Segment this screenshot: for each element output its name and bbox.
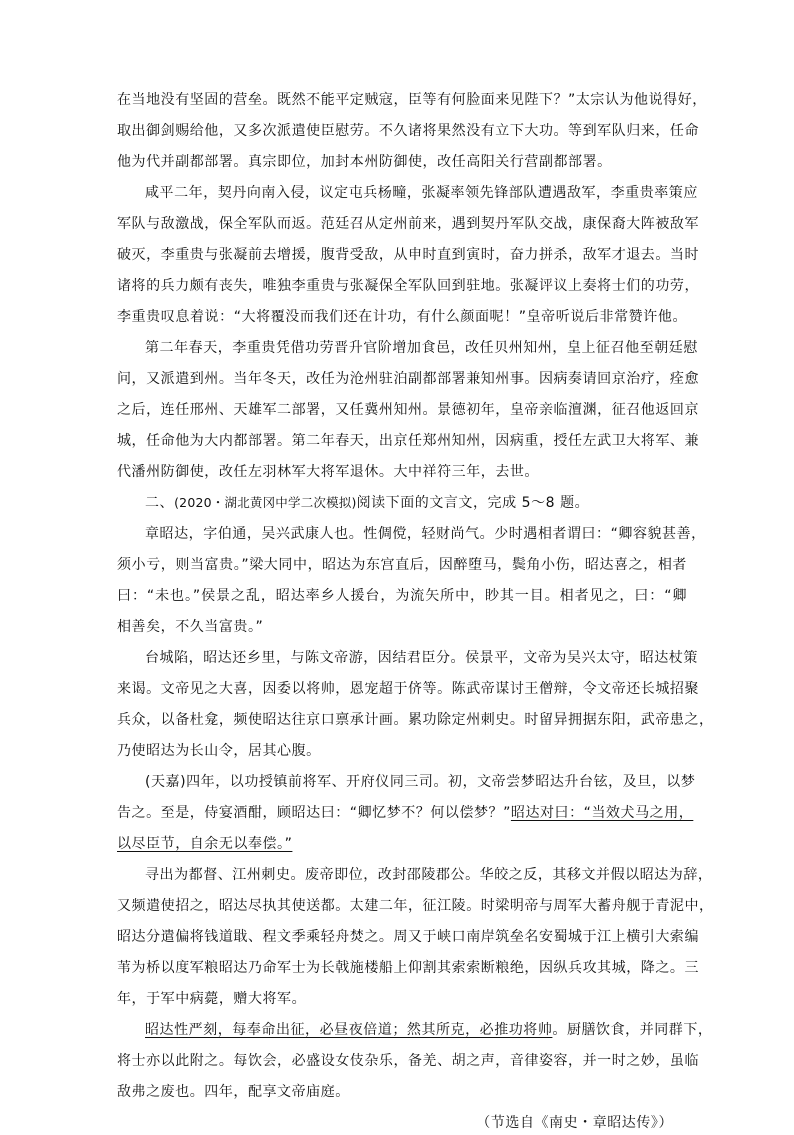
text-line: 来谒。文帝见之大喜，因委以将帅，恩宠超于侪等。陈武帝谋讨王僧辩，令文帝还长城招聚 (117, 681, 699, 697)
text-line (117, 803, 694, 825)
text-line: 曰：“未也。”侯景之乱，昭达率乡人援台，为流矢所中，眇其一目。相者见之，曰：“卿 (117, 588, 687, 604)
text-line: 相善矣，不久当富贵。” (117, 619, 264, 635)
text-line: 苇为桥以度军粮昭达乃命军士为长戟施楼船上仰割其索索断粮绝，因纵兵攻其城，降之。三 (117, 960, 699, 976)
text-line: 问，又派遣到州。当年冬天，改任为沧州驻泊副都部署兼知州事。因病奏请回京治疗，痊愈 (117, 371, 699, 387)
text-line: 破灭，李重贵与张凝前去增援，腹背受敌，从申时直到寅时，奋力拼杀，敌军才退去。当时 (117, 247, 699, 263)
text-line: 乃使昭达为长山令，居其心腹。 (117, 743, 321, 759)
text-line: 将士亦以此附之。每饮会，必盛设女伎杂乐，备羌、胡之声，音律姿容，并一时之妙，虽临 (117, 1053, 699, 1069)
text-line: 他为代并副都部署。真宗即位，加封本州防御使，改任高阳关行营副都部署。 (117, 154, 612, 170)
underlined-sentence: 昭达对曰：“当效犬马之用， (510, 805, 694, 821)
text-line: 须小亏，则当富贵。”梁大同中，昭达为东宫直后，因醉堕马，鬓角小伤，昭达喜之，相者 (117, 557, 687, 573)
source-citation: （节选自《南史・章昭达传》） (476, 1115, 673, 1131)
text-line: 昭达分遣偏将钱道戢、程文季乘轻舟焚之。周又于峡口南岸筑垒名安蜀城于江上横引大索编 (117, 929, 699, 945)
paragraph-start: 第二年春天，李重贵凭借功劳晋升官阶增加食邑，改任贝州知州，皇上征召他至朝廷慰 (145, 340, 698, 356)
question-header (117, 493, 687, 515)
text-line: 之后，连任邢州、天雄军二部署，又任冀州知州。景德初年，皇帝亲临澶渊，征召他返回京 (117, 402, 699, 418)
question-instruction: 阅读下面的文言文，完成 5～8 题。 (356, 495, 590, 511)
text-line: 李重贵叹息着说：“大将覆没而我们还在计功，有什么颜面呢！”皇帝听说后非常赞许他。 (117, 309, 687, 325)
paragraph-start: 寻出为都督、江州刺史。废帝即位，改封邵陵郡公。华皎之反，其移文并假以昭达为辞， (145, 867, 713, 883)
paragraph-start: (天嘉)四年，以功授镇前将军、开府仪同三司。初，文帝尝梦昭达升台铉，及旦，以梦 (145, 774, 696, 790)
underlined-sentence: 昭达性严刻，每奉命出征，必昼夜倍道；然其所克，必推功将帅 (145, 1022, 553, 1038)
paragraph-start (117, 1020, 713, 1042)
text-segment: 。厨膳饮食，并同群下， (552, 1022, 713, 1038)
text-line (117, 834, 687, 856)
underlined-sentence: 以尽臣节，自余无以奉偿。” (117, 836, 293, 852)
text-line: 在当地没有坚固的营垒。既然不能平定贼寇，臣等有何脸面来见陛下？”太宗认为他说得好， (117, 92, 707, 108)
paragraph-start: 咸平二年，契丹向南入侵，议定屯兵杨疃，张凝率领先锋部队遭遇敌军，李重贵率策应 (145, 185, 698, 201)
paragraph-start: 台城陷，昭达还乡里，与陈文帝游，因结君臣分。侯景平，文帝为吴兴太守，昭达杖策 (145, 650, 698, 666)
text-line: 代潘州防御使，改任左羽林军大将军退休。大中祥符三年，去世。 (117, 464, 539, 480)
question-source: (2020・湖北黄冈中学二次模拟) (174, 495, 357, 510)
text-segment: 告之。至是，侍宴酒酣，顾昭达曰：“卿忆梦不？何以偿梦？” (117, 805, 511, 821)
text-line: 取出御剑赐给他，又多次派遣使臣慰劳。不久诸将果然没有立下大功。等到军队归来，任命 (117, 123, 699, 139)
text-line: 诸将的兵力颇有丧失，唯独李重贵与张凝保全军队回到驻地。张凝评议上奏将士们的功劳， (117, 278, 699, 294)
paragraph-start: 章昭达，字伯通，吴兴武康人也。性倜傥，轻财尚气。少时遇相者谓曰：“卿容貌甚善， (145, 526, 706, 542)
text-line: 城，任命他为大内都部署。第二年春天，出京任郑州知州，因病重，授任左武卫大将军、兼 (117, 433, 699, 449)
text-line: 年，于军中病薨，赠大将军。 (117, 991, 307, 1007)
text-line: 兵众，以备杜龛，频使昭达往京口禀承计画。累功除定州刺史。时留异拥据东阳，武帝患之， (117, 712, 714, 728)
text-line: 又频遣使招之，昭达尽执其使送都。太建二年，征江陵。时梁明帝与周军大蓄舟舰于青泥中， (117, 898, 714, 914)
question-number: 二、 (145, 495, 175, 511)
text-line: 敌弗之废也。四年，配享文帝庙庭。 (117, 1084, 350, 1100)
text-line: 军队与敌激战，保全军队而返。范廷召从定州前来，遇到契丹军队交战，康保裔大阵被敌军 (117, 216, 699, 232)
